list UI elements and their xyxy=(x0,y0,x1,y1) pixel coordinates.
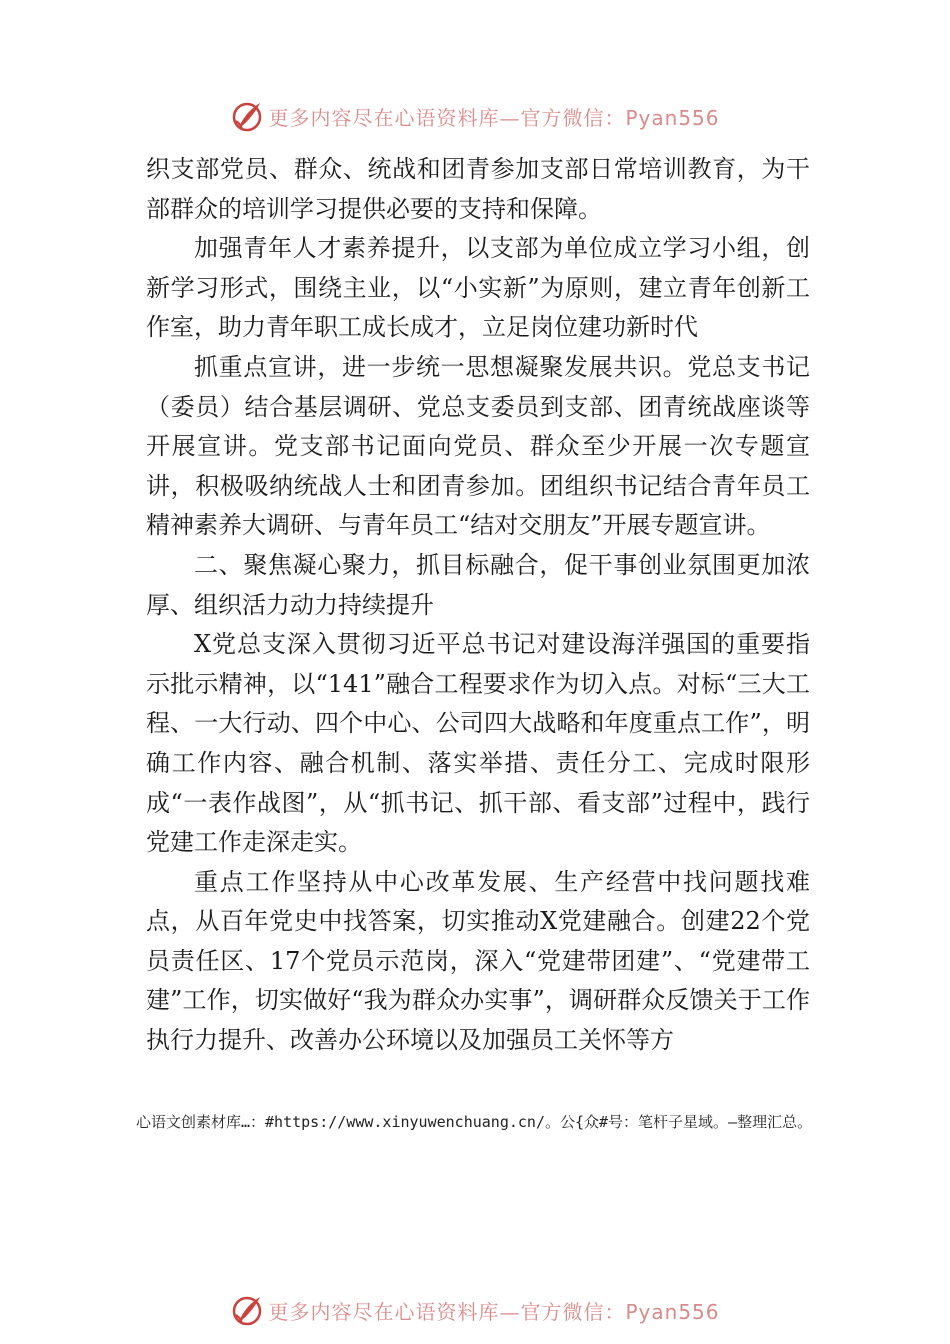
footer-banner-text: 更多内容尽在心语资料库—官方微信：Pyan556 xyxy=(268,1299,720,1324)
quill-logo-icon xyxy=(230,1293,264,1327)
header-banner-text: 更多内容尽在心语资料库—官方微信：Pyan556 xyxy=(268,105,720,130)
quill-logo-icon xyxy=(230,99,264,133)
section-heading: 二、聚焦凝心聚力，抓目标融合，促干事创业氛围更加浓厚、组织活力动力持续提升 xyxy=(146,550,810,619)
footer-banner xyxy=(0,1290,950,1330)
header-banner xyxy=(0,96,950,136)
footnote: 心语文创素材库…：#https://www.xinyuwenchuang.cn/。公{众#号：笔杆子星域。—整理汇总。 xyxy=(136,1113,813,1131)
paragraph-5: 重点工作坚持从中心改革发展、生产经营中找问题找难点，从百年党史中找答案，切实推动X党建融合。创建22个党员责任区、17个党员示范岗，深入“党建带团建”、“党建带工建”工作，切实做好“我为群众办实事”，调研群众反馈关于工作执行力提升、改善办公环境以及加强员工关怀等方 xyxy=(146,867,810,1055)
paragraph-3: 抓重点宣讲，进一步统一思想凝聚发展共识。党总支书记（委员）结合基层调研、党总支委员到支部、团青统战座谈等开展宣讲。党支部书记面向党员、群众至少开展一次专题宣讲，积极吸纳统战人士和团青参加。团组织书记结合青年员工精神素养大调研、与青年员工“结对交朋友”开展专题宣讲。 xyxy=(146,352,810,540)
document-body xyxy=(146,150,810,1061)
paragraph-4: X党总支深入贯彻习近平总书记对建设海洋强国的重要指示批示精神，以“141”融合工程要求作为切入点。对标“三大工程、一大行动、四个中心、公司四大战略和年度重点工作”，明确工作内容、融合机制、落实举措、责任分工、完成时限形成“一表作战图”，从“抓书记、抓干部、看支部”过程中，践行党建工作走深走实。 xyxy=(146,630,810,857)
paragraph-2: 加强青年人才素养提升，以支部为单位成立学习小组，创新学习形式，围绕主业，以“小实新”为原则，建立青年创新工作室，助力青年职工成长成才，立足岗位建功新时代 xyxy=(146,234,810,342)
paragraph-1: 织支部党员、群众、统战和团青参加支部日常培训教育，为干部群众的培训学习提供必要的支持和保障。 xyxy=(146,155,810,223)
